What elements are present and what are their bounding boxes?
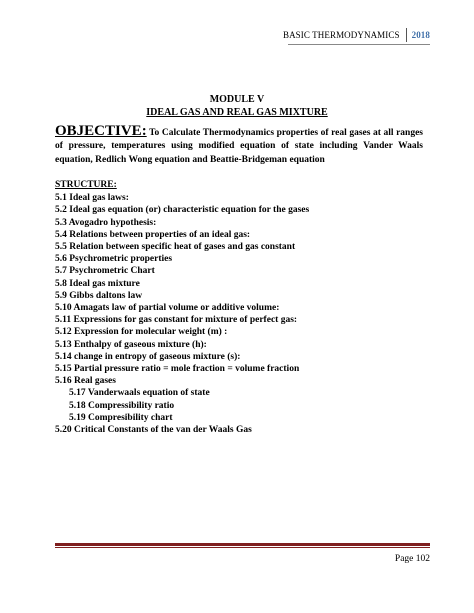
- page-number: Page 102: [394, 554, 430, 564]
- footer-rule-thick: [55, 543, 430, 546]
- structure-item: 5.12 Expression for molecular weight (m) :: [55, 327, 228, 338]
- structure-item: 5.15 Partial pressure ratio = mole fraction = volume fraction: [55, 364, 300, 375]
- structure-item: 5.3 Avogadro hypothesis:: [55, 217, 157, 228]
- running-header: [283, 28, 430, 42]
- header-divider: [406, 28, 407, 42]
- structure-subitem: 5.18 Compressibility ratio: [69, 400, 175, 411]
- structure-item: 5.8 Ideal gas mixture: [55, 278, 140, 289]
- module-title: [0, 107, 474, 118]
- structure-item: 5.16 Real gases: [55, 376, 116, 387]
- structure-item: 5.13 Enthalpy of gaseous mixture (h):: [55, 339, 207, 350]
- module-title-text: IDEAL GAS AND REAL GAS MIXTURE: [146, 107, 328, 118]
- structure-item: 5.5 Relation between specific heat of gases and gas constant: [55, 242, 296, 253]
- structure-item: 5.14 change in entropy of gaseous mixture (s):: [55, 351, 241, 362]
- objective-paragraph: [55, 125, 423, 167]
- header-year: 2018: [411, 30, 430, 40]
- structure-subitem: 5.19 Compresibility chart: [69, 412, 173, 423]
- objective-text: To Calculate Thermodynamics properties of real gases at all ranges of pressure, temperatures using modified equation of state including Vander Waals equation, Redlich Wong equation and Beattie-Bridgeman equation: [55, 128, 423, 165]
- structure-item: 5.2 Ideal gas equation (or) characteristic equation for the gases: [55, 205, 310, 216]
- structure-item: 5.11 Expressions for gas constant for mixture of perfect gas:: [55, 315, 298, 326]
- structure-heading: STRUCTURE:: [55, 180, 117, 190]
- structure-item: 5.20 Critical Constants of the van der Waals Gas: [55, 425, 252, 436]
- header-rule: [288, 44, 430, 45]
- structure-item: 5.10 Amagats law of partial volume or additive volume:: [55, 303, 280, 314]
- structure-item: 5.7 Psychrometric Chart: [55, 266, 155, 277]
- structure-subitem: 5.17 Vanderwaals equation of state: [69, 388, 210, 399]
- structure-item: 5.4 Relations between properties of an ideal gas:: [55, 229, 251, 240]
- structure-item: 5.6 Psychrometric properties: [55, 254, 173, 265]
- structure-item: 5.9 Gibbs daltons law: [55, 290, 143, 301]
- structure-item: 5.1 Ideal gas laws:: [55, 193, 129, 204]
- header-title: BASIC THERMODYNAMICS: [282, 30, 400, 40]
- footer-rule-thin: [55, 547, 430, 548]
- module-number: MODULE V: [209, 94, 265, 105]
- structure-section: [55, 179, 309, 436]
- objective-label: OBJECTIVE:: [55, 123, 147, 139]
